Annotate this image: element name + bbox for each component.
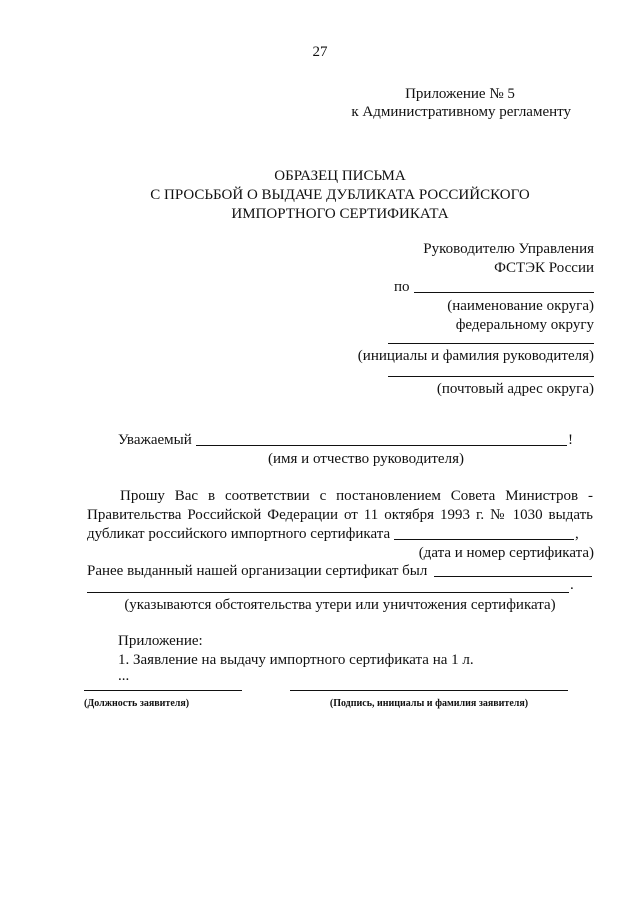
attachment-label: Приложение: <box>118 633 203 649</box>
title-line-1: ОБРАЗЕЦ ПИСЬМА <box>274 168 406 184</box>
head-name-hint: (инициалы и фамилия руководителя) <box>357 348 594 364</box>
body-line-1: Прошу Вас в соответствии с постановлением Совета Министров - <box>120 488 593 504</box>
district-name-field[interactable] <box>414 292 594 293</box>
head-first-name-hint: (имя и отчество руководителя) <box>268 451 464 467</box>
district-name-hint: (наименование округа) <box>447 298 594 314</box>
po-label: по <box>394 279 410 295</box>
attachment-item-1: 1. Заявление на выдачу импортного сертификата на 1 л. <box>118 652 474 668</box>
position-signature-line[interactable] <box>84 690 242 691</box>
body-comma: , <box>575 526 579 542</box>
circumstances-field-1[interactable] <box>434 576 592 577</box>
body-line-2: Правительства Российской Федерации от 11 октября 1993 г. № 1030 выдать <box>87 507 593 523</box>
certificate-hint: (дата и номер сертификата) <box>418 545 594 561</box>
signature-hint: (Подпись, инициалы и фамилия заявителя) <box>329 698 529 709</box>
circumstances-hint: (указываются обстоятельства утери или уничтожения сертификата) <box>124 597 556 613</box>
page-number: 27 <box>312 44 328 60</box>
position-hint: (Должность заявителя) <box>84 698 190 709</box>
circumstances-field-2[interactable] <box>87 592 569 593</box>
attachment-ellipsis: ... <box>118 668 130 684</box>
head-name-field[interactable] <box>388 343 594 344</box>
appendix-regulation: к Административному регламенту <box>351 104 571 120</box>
body-line-3: дубликат российского импортного сертификата <box>87 526 391 542</box>
body-line-4: Ранее выданный нашей организации сертификат был <box>87 563 428 579</box>
body-dot: . <box>570 577 574 593</box>
appendix-number: Приложение № 5 <box>405 86 515 102</box>
addressee-line-2: ФСТЭК России <box>494 260 594 276</box>
signature-line[interactable] <box>290 690 568 691</box>
federal-district-label: федеральному округу <box>455 317 594 333</box>
head-first-name-field[interactable] <box>196 445 567 446</box>
greeting-exclamation: ! <box>568 432 573 448</box>
postal-address-field[interactable] <box>388 376 594 377</box>
greeting-word: Уважаемый <box>118 432 192 448</box>
postal-address-hint: (почтовый адрес округа) <box>436 381 594 397</box>
addressee-line-1: Руководителю Управления <box>423 241 594 257</box>
title-line-3: ИМПОРТНОГО СЕРТИФИКАТА <box>231 206 449 222</box>
title-line-2: С ПРОСЬБОЙ О ВЫДАЧЕ ДУБЛИКАТА РОССИЙСКОГО <box>150 187 530 203</box>
certificate-field[interactable] <box>394 539 574 540</box>
